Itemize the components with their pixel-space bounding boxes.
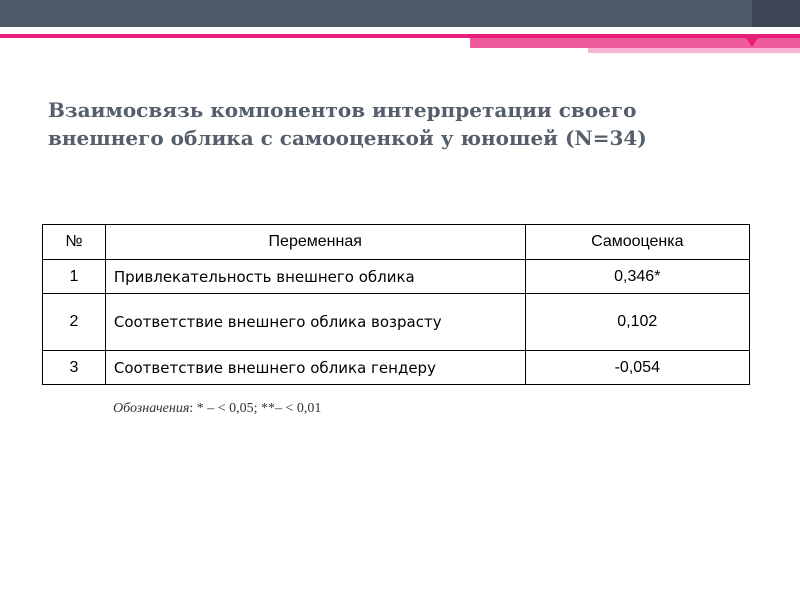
notation-footnote [113,401,321,417]
header-value: Самооценка [525,225,749,260]
row-num: 3 [43,351,106,385]
table-header-row [43,225,750,260]
row-num: 2 [43,294,106,351]
notation-label: Обозначения [113,401,190,416]
row-value: 0,346* [525,260,749,294]
row-value: 0,102 [525,294,749,351]
row-value: -0,054 [525,351,749,385]
notation-text: : * – < 0,05; **– < 0,01 [189,401,322,416]
slide-title-line-1: Взаимосвязь компонентов интерпретации своего [48,98,637,122]
header-variable: Переменная [105,225,525,260]
slide-title [48,96,698,152]
pink-accent-block-light [588,48,800,53]
slide-title-line-2: внешнего облика с самооценкой у юношей (N=34) [48,126,647,150]
row-variable: Привлекательность внешнего облика [105,260,525,294]
correlation-table [42,224,750,385]
row-variable: Соответствие внешнего облика гендеру [105,351,525,385]
top-decor-band-right [752,0,800,27]
triangle-marker-icon [746,38,758,47]
header-num: № [43,225,106,260]
top-decor-band [0,0,800,27]
table-row [43,351,750,385]
table-row [43,260,750,294]
table-row [43,294,750,351]
row-variable: Соответствие внешнего облика возрасту [105,294,525,351]
row-num: 1 [43,260,106,294]
